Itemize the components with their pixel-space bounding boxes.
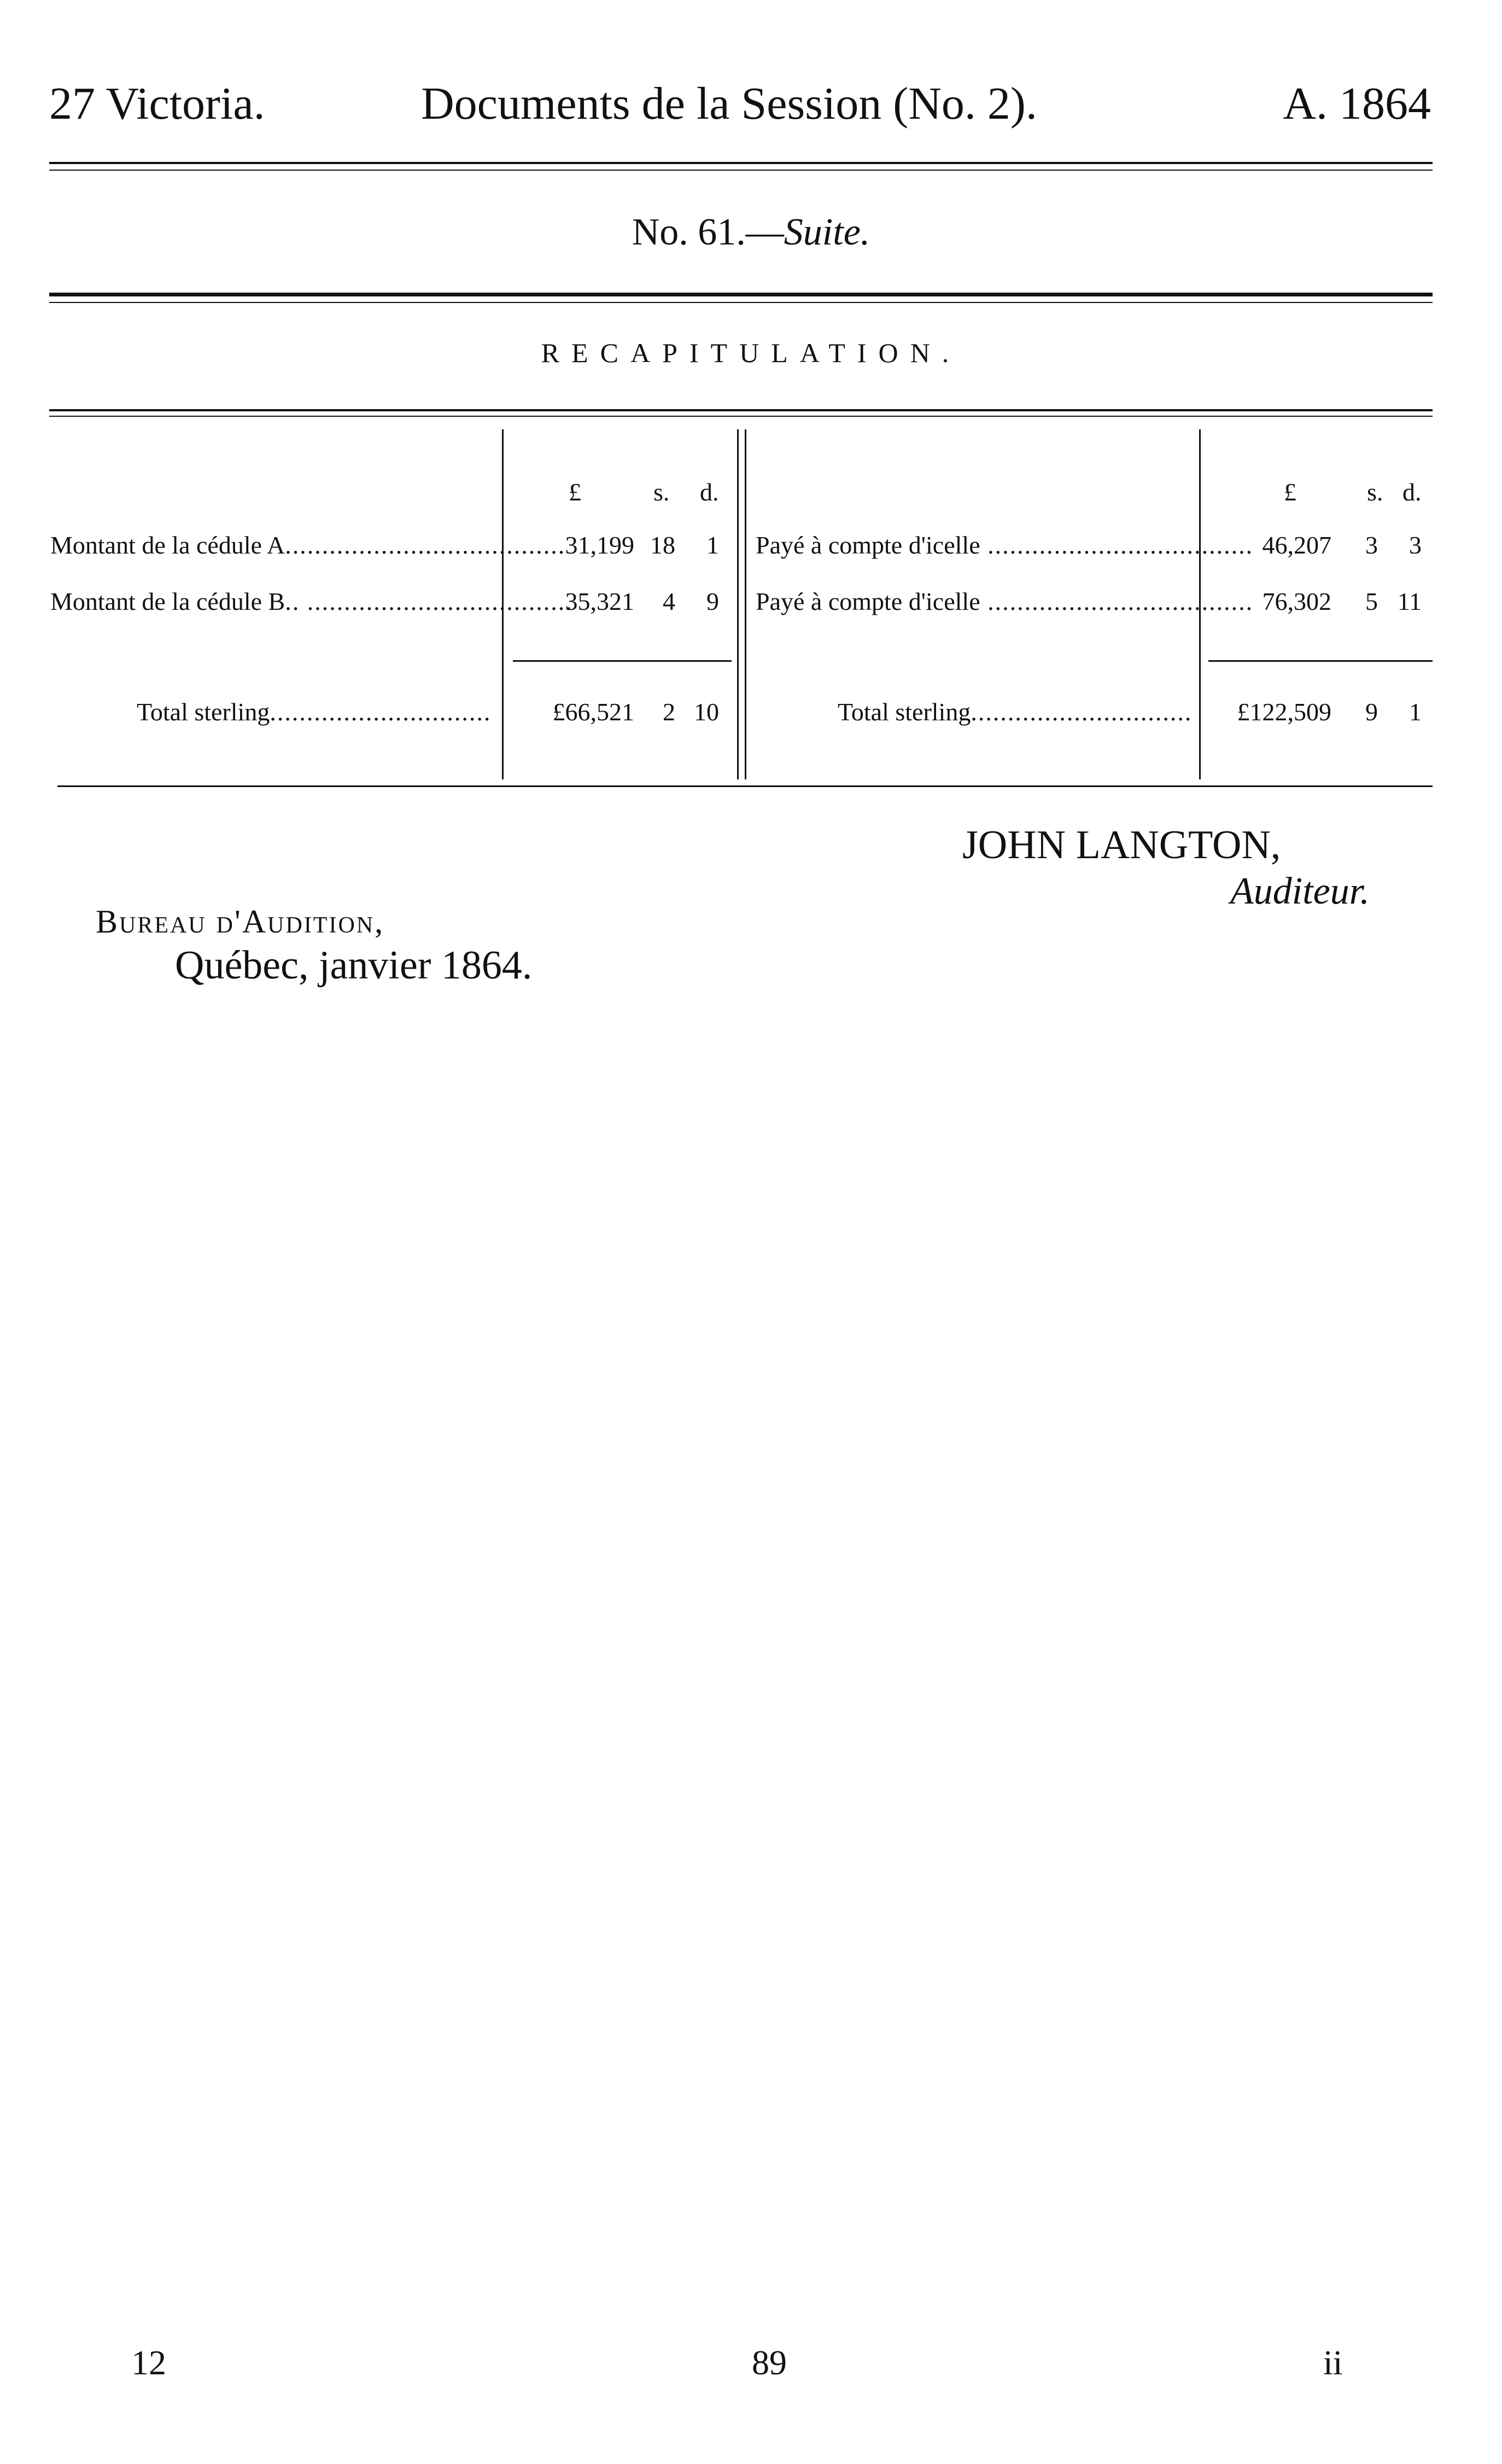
document-number-label: No. 61.— bbox=[632, 211, 784, 253]
section-rule-bottom bbox=[49, 302, 1433, 303]
amount-pounds: 35,321 bbox=[565, 587, 634, 615]
place-date: Québec, janvier 1864. bbox=[175, 943, 533, 988]
sum-rule-right bbox=[1208, 660, 1433, 662]
total-pence: 1 bbox=[1409, 698, 1422, 726]
table-rule-top-thin bbox=[49, 416, 1433, 417]
unit-pounds: £ bbox=[569, 478, 581, 506]
section-rule-top bbox=[49, 293, 1433, 296]
total-pounds: £122,509 bbox=[1237, 698, 1331, 726]
footer-left: 12 bbox=[131, 2343, 166, 2382]
amount-shillings: 3 bbox=[1365, 531, 1378, 559]
row-label-left-text: Montant de la cédule A bbox=[50, 531, 285, 559]
amount-pounds: 76,302 bbox=[1262, 587, 1331, 615]
document-number bbox=[0, 208, 1502, 257]
total-pence: 10 bbox=[694, 698, 719, 726]
running-header-left: 27 Victoria. bbox=[49, 78, 265, 129]
total-pounds: £66,521 bbox=[552, 698, 634, 726]
page-number: 89 bbox=[752, 2343, 787, 2382]
footer-right: ii bbox=[1323, 2343, 1343, 2382]
total-label-right-text: Total sterling bbox=[838, 698, 971, 726]
total-label-left: Total sterling.............................. bbox=[137, 698, 492, 726]
total-label-left-text: Total sterling bbox=[137, 698, 270, 726]
table-rule-bottom bbox=[57, 785, 1433, 787]
amount-shillings: 5 bbox=[1365, 587, 1378, 615]
signatory-name: JOHN LANGTON, bbox=[962, 823, 1281, 867]
unit-shillings: s. bbox=[1367, 478, 1383, 506]
column-rule-center-b bbox=[745, 429, 746, 779]
total-shillings: 2 bbox=[663, 698, 675, 726]
unit-shillings: s. bbox=[653, 478, 670, 506]
amount-pounds: 31,199 bbox=[565, 531, 634, 559]
office-name: Bureau d'Audition, bbox=[96, 904, 385, 940]
amount-pence: 1 bbox=[706, 531, 719, 559]
total-shillings: 9 bbox=[1365, 698, 1378, 726]
row-label-right: Payé à compte d'icelle .................................... bbox=[756, 587, 1254, 615]
amount-shillings: 4 bbox=[663, 587, 675, 615]
running-header-right: A. 1864 bbox=[1283, 78, 1431, 129]
column-rule-center-a bbox=[737, 429, 739, 779]
amount-shillings: 18 bbox=[650, 531, 675, 559]
signatory-role: Auditeur. bbox=[1230, 870, 1370, 912]
row-label-left-text: Montant de la cédule B bbox=[50, 587, 285, 615]
header-rule-top bbox=[49, 162, 1433, 164]
total-label-right: Total sterling.............................. bbox=[838, 698, 1193, 726]
unit-pounds: £ bbox=[1284, 478, 1296, 506]
row-label-right-text: Payé à compte d'icelle bbox=[756, 587, 980, 615]
row-label-right-text: Payé à compte d'icelle bbox=[756, 531, 980, 559]
amount-pence: 3 bbox=[1409, 531, 1422, 559]
amount-pence: 11 bbox=[1397, 587, 1422, 615]
section-title: RECAPITULATION. bbox=[541, 337, 961, 368]
unit-pence: d. bbox=[1402, 478, 1422, 506]
unit-pence: d. bbox=[700, 478, 719, 506]
sum-rule-left bbox=[513, 660, 732, 662]
amount-pence: 9 bbox=[706, 587, 719, 615]
amount-pounds: 46,207 bbox=[1262, 531, 1331, 559]
row-label-left: Montant de la cédule A...................................... bbox=[50, 531, 566, 559]
header-rule-bottom bbox=[49, 170, 1433, 171]
row-label-left: Montant de la cédule B.. .................................... bbox=[50, 587, 573, 615]
running-header-center: Documents de la Session (No. 2). bbox=[421, 78, 1037, 129]
row-label-right: Payé à compte d'icelle .................................... bbox=[756, 531, 1254, 559]
document-number-suffix: Suite. bbox=[784, 211, 870, 253]
table-rule-top bbox=[49, 409, 1433, 411]
